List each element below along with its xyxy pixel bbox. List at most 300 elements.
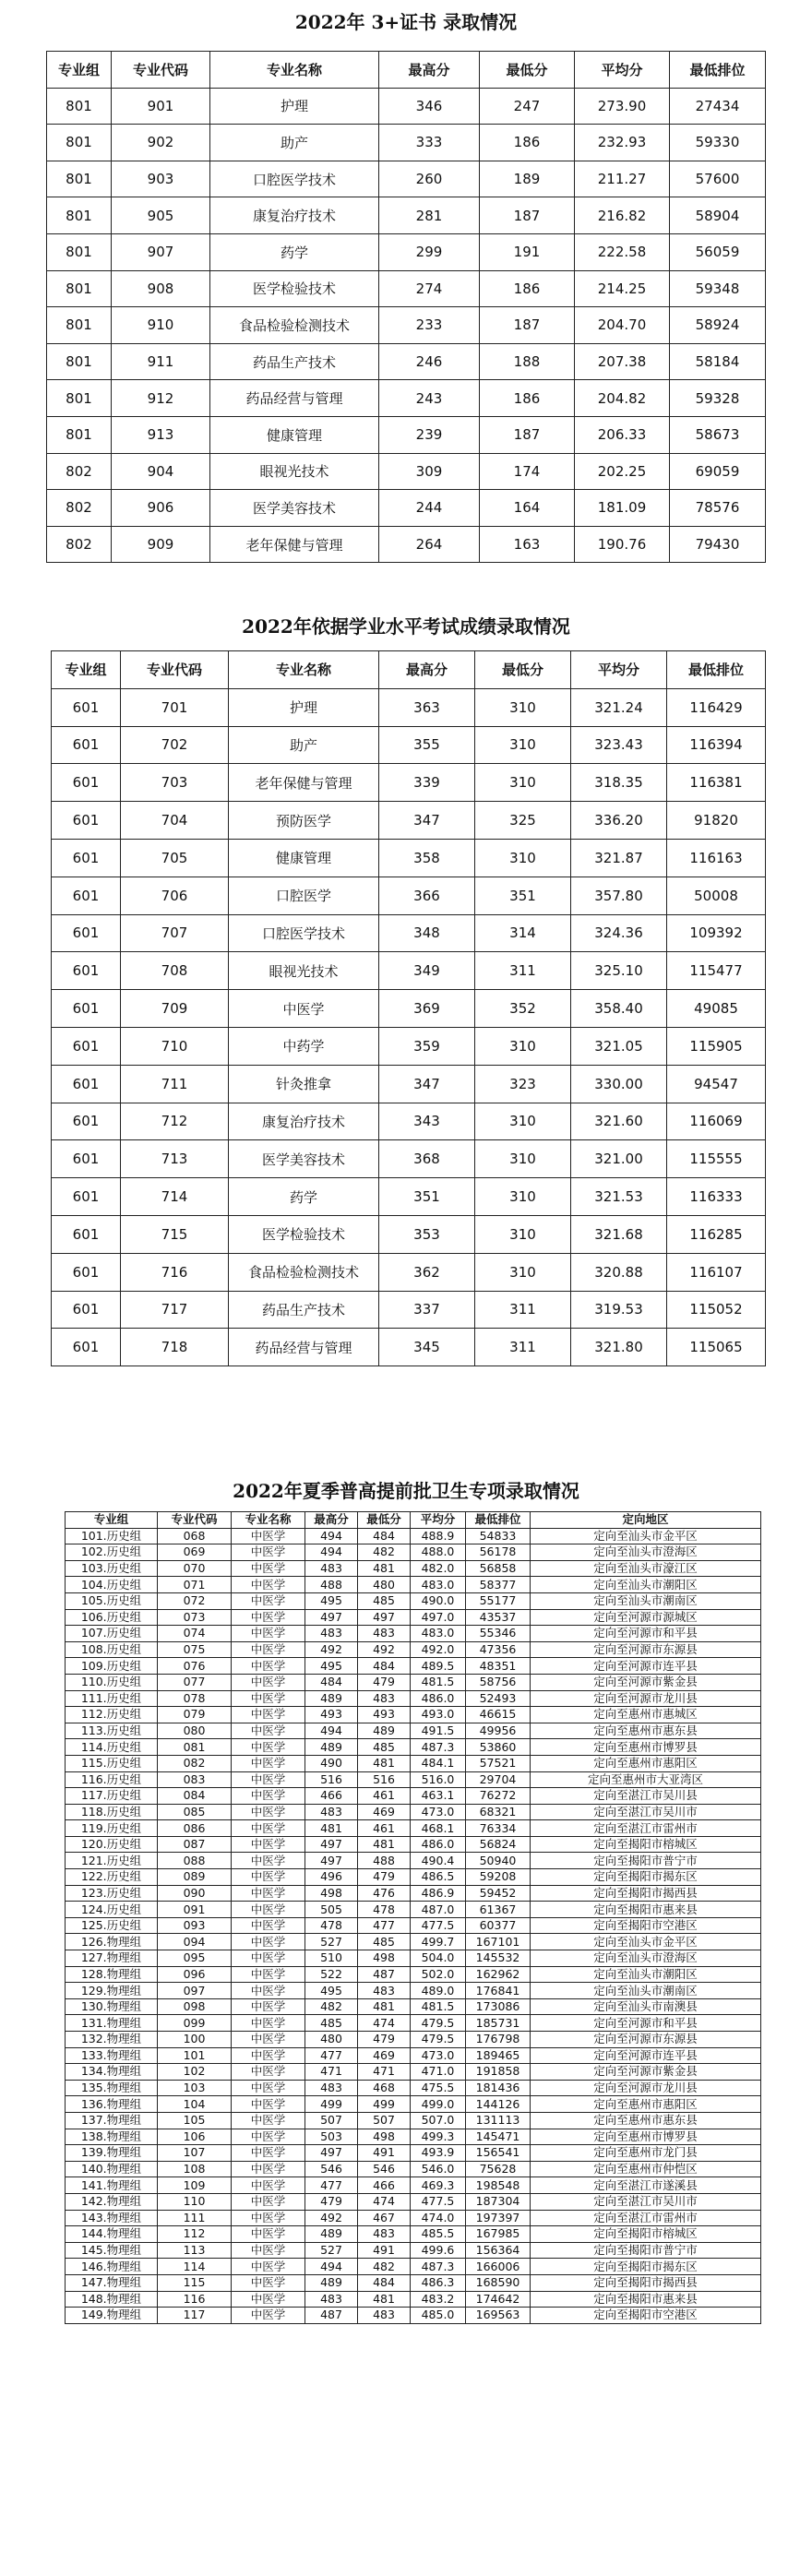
column-header: 专业组 [66, 1512, 158, 1529]
table-row [66, 2308, 761, 2324]
table-cell: 191 [480, 233, 575, 270]
table-cell: 中医学 [232, 1869, 305, 1886]
table-cell: 246 [379, 343, 480, 380]
table-cell: 120.历史组 [66, 1836, 158, 1853]
table-cell: 定向至揭阳市榕城区 [531, 2226, 761, 2243]
column-header: 平均分 [411, 1512, 466, 1529]
table-cell: 487.0 [411, 1902, 466, 1918]
table-cell: 710 [121, 1027, 229, 1065]
table-cell: 497 [305, 1609, 358, 1626]
table-cell: 定向至惠州市惠阳区 [531, 1755, 761, 1771]
table-cell: 483 [358, 1690, 411, 1707]
table-cell: 490.0 [411, 1592, 466, 1609]
table-cell: 106 [158, 2129, 232, 2145]
table-cell: 244 [379, 490, 480, 527]
table-cell: 定向至惠州市龙门县 [531, 2145, 761, 2162]
table-cell: 357.80 [571, 877, 667, 914]
table-cell: 473.0 [411, 1804, 466, 1820]
table-cell: 中医学 [232, 2129, 305, 2145]
table-cell: 定向至揭阳市普宁市 [531, 1853, 761, 1869]
table-cell: 485 [358, 1592, 411, 1609]
table-cell: 477 [305, 2177, 358, 2194]
table-cell: 801 [47, 380, 112, 417]
table-cell: 601 [52, 1178, 121, 1216]
table-cell: 27434 [670, 88, 766, 125]
table-cell: 115052 [667, 1291, 766, 1329]
table-cell: 527 [305, 2242, 358, 2259]
table-row [52, 1103, 766, 1140]
table-cell: 58904 [670, 197, 766, 234]
table-cell: 906 [112, 490, 210, 527]
table-cell: 药学 [229, 1178, 379, 1216]
table-cell: 483.2 [411, 2291, 466, 2308]
table-cell: 115905 [667, 1027, 766, 1065]
table2-body [52, 688, 766, 1366]
table-cell: 126.物理组 [66, 1934, 158, 1950]
table-cell: 211.27 [575, 161, 670, 197]
table-cell: 128.物理组 [66, 1966, 158, 1983]
table-cell: 55346 [466, 1626, 531, 1642]
table-cell: 110.历史组 [66, 1674, 158, 1690]
table-cell: 188 [480, 343, 575, 380]
table-cell: 479 [358, 2032, 411, 2048]
table-cell: 908 [112, 270, 210, 307]
table-cell: 116 [158, 2291, 232, 2308]
table-cell: 135.物理组 [66, 2080, 158, 2096]
table-cell: 116381 [667, 764, 766, 802]
table-cell: 481 [305, 1820, 358, 1837]
table-row [66, 1626, 761, 1642]
table-row [66, 1544, 761, 1561]
table-cell: 310 [475, 764, 571, 802]
column-header: 专业代码 [121, 651, 229, 689]
table-cell: 801 [47, 270, 112, 307]
table-row [66, 1983, 761, 1999]
table-cell: 469 [358, 1804, 411, 1820]
table-cell: 485 [358, 1934, 411, 1950]
table-row [66, 2129, 761, 2145]
table-cell: 333 [379, 125, 480, 161]
table-cell: 476 [358, 1885, 411, 1902]
table-cell: 080 [158, 1723, 232, 1739]
table-cell: 094 [158, 1934, 232, 1950]
table-cell: 498 [358, 1950, 411, 1967]
table-cell: 077 [158, 1674, 232, 1690]
table-cell: 496 [305, 1869, 358, 1886]
table-cell: 131.物理组 [66, 2015, 158, 2032]
table-cell: 中医学 [232, 2032, 305, 2048]
table-cell: 169563 [466, 2308, 531, 2324]
table-cell: 124.历史组 [66, 1902, 158, 1918]
table-cell: 705 [121, 839, 229, 877]
table-cell: 中医学 [232, 1836, 305, 1853]
table-cell: 131113 [466, 2112, 531, 2129]
table-row [47, 270, 766, 307]
table-cell: 527 [305, 1934, 358, 1950]
table-row [52, 1253, 766, 1291]
table-cell: 141.物理组 [66, 2177, 158, 2194]
table-cell: 902 [112, 125, 210, 161]
table-row [47, 490, 766, 527]
table-cell: 463.1 [411, 1788, 466, 1805]
table-cell: 103.历史组 [66, 1560, 158, 1577]
table-cell: 499.7 [411, 1934, 466, 1950]
table-cell: 定向至湛江市吴川市 [531, 2193, 761, 2210]
table-cell: 489.0 [411, 1983, 466, 1999]
table-cell: 601 [52, 1065, 121, 1103]
table-cell: 102 [158, 2064, 232, 2081]
table-row [66, 2226, 761, 2243]
table-cell: 58924 [670, 307, 766, 344]
table-cell: 114.历史组 [66, 1739, 158, 1756]
table-row [52, 839, 766, 877]
table-cell: 479 [305, 2193, 358, 2210]
table-cell: 319.53 [571, 1291, 667, 1329]
table-cell: 601 [52, 1253, 121, 1291]
table-cell: 115555 [667, 1140, 766, 1178]
table-cell: 461 [358, 1820, 411, 1837]
table-cell: 495 [305, 1592, 358, 1609]
table-row [66, 2015, 761, 2032]
table-cell: 498 [305, 1885, 358, 1902]
table-cell: 127.物理组 [66, 1950, 158, 1967]
table-cell: 中医学 [232, 1544, 305, 1561]
table-cell: 488.9 [411, 1528, 466, 1544]
table-cell: 485.5 [411, 2226, 466, 2243]
table-cell: 479 [358, 1674, 411, 1690]
table-cell: 康复治疗技术 [229, 1103, 379, 1140]
table-cell: 定向至湛江市吴川县 [531, 1788, 761, 1805]
table-cell: 488.0 [411, 1544, 466, 1561]
column-header: 最低分 [358, 1512, 411, 1529]
table-cell: 118.历史组 [66, 1804, 158, 1820]
table-cell: 481 [358, 1836, 411, 1853]
table-cell: 115.历史组 [66, 1755, 158, 1771]
table-cell: 481.5 [411, 1674, 466, 1690]
table-cell: 707 [121, 914, 229, 952]
table-cell: 079 [158, 1707, 232, 1723]
table-cell: 定向至河源市龙川县 [531, 2080, 761, 2096]
table-row [47, 197, 766, 234]
table-cell: 601 [52, 990, 121, 1028]
table-cell: 207.38 [575, 343, 670, 380]
table-row [52, 764, 766, 802]
table-cell: 483 [305, 1804, 358, 1820]
table-cell: 516.0 [411, 1771, 466, 1788]
table-cell: 713 [121, 1140, 229, 1178]
table-cell: 164 [480, 490, 575, 527]
table-cell: 定向至惠州市大亚湾区 [531, 1771, 761, 1788]
table-cell: 174 [480, 453, 575, 490]
table-row [66, 2161, 761, 2177]
table-cell: 护理 [210, 88, 379, 125]
table-cell: 490.4 [411, 1853, 466, 1869]
table-cell: 105.历史组 [66, 1592, 158, 1609]
table-cell: 125.历史组 [66, 1917, 158, 1934]
table-cell: 801 [47, 161, 112, 197]
table-cell: 定向至河源市龙川县 [531, 1690, 761, 1707]
table-cell: 中医学 [232, 1690, 305, 1707]
table-row [52, 1140, 766, 1178]
table-cell: 311 [475, 952, 571, 990]
table-cell: 708 [121, 952, 229, 990]
table-cell: 149.物理组 [66, 2308, 158, 2324]
table3 [65, 1511, 761, 2324]
table-cell: 药学 [210, 233, 379, 270]
table-cell: 477 [358, 1917, 411, 1934]
table-cell: 59452 [466, 1885, 531, 1902]
table-cell: 中医学 [232, 2242, 305, 2259]
table-cell: 食品检验检测技术 [210, 307, 379, 344]
table-cell: 191858 [466, 2064, 531, 2081]
table-cell: 中医学 [229, 990, 379, 1028]
table-cell: 59208 [466, 1869, 531, 1886]
table-cell: 478 [305, 1917, 358, 1934]
table-cell: 498 [358, 2129, 411, 2145]
table-cell: 232.93 [575, 125, 670, 161]
table-cell: 眼视光技术 [229, 952, 379, 990]
table-cell: 484 [358, 2274, 411, 2291]
table-cell: 088 [158, 1853, 232, 1869]
table-cell: 321.68 [571, 1215, 667, 1253]
table-row [66, 1592, 761, 1609]
table-cell: 78576 [670, 490, 766, 527]
table-cell: 136.物理组 [66, 2096, 158, 2113]
table-row [66, 1528, 761, 1544]
table-cell: 473.0 [411, 2047, 466, 2064]
table-cell: 479 [358, 1869, 411, 1886]
table-row [47, 88, 766, 125]
table-cell: 中医学 [232, 2308, 305, 2324]
table-cell: 113.历史组 [66, 1723, 158, 1739]
table-row [66, 2210, 761, 2226]
column-header: 专业组 [47, 52, 112, 89]
table-cell: 718 [121, 1329, 229, 1366]
table-cell: 190.76 [575, 526, 670, 563]
table-cell: 493.9 [411, 2145, 466, 2162]
table-cell: 156364 [466, 2242, 531, 2259]
table-cell: 321.80 [571, 1329, 667, 1366]
table-cell: 144126 [466, 2096, 531, 2113]
table-row [47, 161, 766, 197]
table-cell: 134.物理组 [66, 2064, 158, 2081]
table-cell: 医学美容技术 [210, 490, 379, 527]
table-cell: 中医学 [232, 1658, 305, 1675]
table-cell: 903 [112, 161, 210, 197]
table-cell: 488 [305, 1577, 358, 1593]
table-cell: 099 [158, 2015, 232, 2032]
table-cell: 601 [52, 914, 121, 952]
table-cell: 58756 [466, 1674, 531, 1690]
table-cell: 123.历史组 [66, 1885, 158, 1902]
table-cell: 324.36 [571, 914, 667, 952]
table-cell: 353 [379, 1215, 475, 1253]
table-cell: 助产 [229, 726, 379, 764]
table-cell: 104.历史组 [66, 1577, 158, 1593]
table-cell: 601 [52, 1329, 121, 1366]
table-cell: 494 [305, 1723, 358, 1739]
column-header: 专业名称 [229, 651, 379, 689]
table-cell: 58673 [670, 416, 766, 453]
table-cell: 907 [112, 233, 210, 270]
table3-body [66, 1528, 761, 2323]
table-row [66, 2064, 761, 2081]
table-cell: 中医学 [232, 1528, 305, 1544]
table-cell: 486.9 [411, 1885, 466, 1902]
table-cell: 325.10 [571, 952, 667, 990]
table-row [47, 233, 766, 270]
table-cell: 086 [158, 1820, 232, 1837]
table-cell: 定向至惠州市惠东县 [531, 2112, 761, 2129]
table-cell: 中医学 [232, 1626, 305, 1642]
table2 [51, 650, 766, 1366]
table-cell: 802 [47, 526, 112, 563]
table-cell: 273.90 [575, 88, 670, 125]
table-row [66, 1836, 761, 1853]
table-cell: 070 [158, 1560, 232, 1577]
table-cell: 214.25 [575, 270, 670, 307]
table-row [52, 1329, 766, 1366]
table-cell: 507.0 [411, 2112, 466, 2129]
table-cell: 186 [480, 380, 575, 417]
table-cell: 医学检验技术 [210, 270, 379, 307]
table-cell: 186 [480, 270, 575, 307]
table-row [47, 307, 766, 344]
table-cell: 101.历史组 [66, 1528, 158, 1544]
table-cell: 345 [379, 1329, 475, 1366]
table-cell: 703 [121, 764, 229, 802]
table-cell: 505 [305, 1902, 358, 1918]
table-cell: 321.05 [571, 1027, 667, 1065]
table-cell: 082 [158, 1755, 232, 1771]
table-cell: 482.0 [411, 1560, 466, 1577]
table-cell: 47356 [466, 1641, 531, 1658]
table-cell: 68321 [466, 1804, 531, 1820]
table-cell: 096 [158, 1966, 232, 1983]
table-cell: 116107 [667, 1253, 766, 1291]
table-cell: 口腔医学技术 [210, 161, 379, 197]
table-cell: 176841 [466, 1983, 531, 1999]
table-cell: 58184 [670, 343, 766, 380]
table-cell: 中医学 [232, 1739, 305, 1756]
table-cell: 483 [305, 1560, 358, 1577]
table-cell: 111.历史组 [66, 1690, 158, 1707]
table-cell: 186 [480, 125, 575, 161]
table-cell: 204.82 [575, 380, 670, 417]
table-cell: 495 [305, 1983, 358, 1999]
table-cell: 471 [358, 2064, 411, 2081]
table-cell: 362 [379, 1253, 475, 1291]
table-cell: 定向至惠州市博罗县 [531, 1739, 761, 1756]
column-header: 平均分 [571, 651, 667, 689]
column-header: 定向地区 [531, 1512, 761, 1529]
table-cell: 483 [305, 2291, 358, 2308]
table-cell: 714 [121, 1178, 229, 1216]
table-cell: 60377 [466, 1917, 531, 1934]
table-cell: 311 [475, 1291, 571, 1329]
column-header: 最低分 [480, 52, 575, 89]
table-cell: 247 [480, 88, 575, 125]
table-row [66, 2145, 761, 2162]
table-cell: 913 [112, 416, 210, 453]
table-cell: 274 [379, 270, 480, 307]
table-cell: 911 [112, 343, 210, 380]
table-cell: 130.物理组 [66, 1998, 158, 2015]
table-cell: 233 [379, 307, 480, 344]
table-cell: 084 [158, 1788, 232, 1805]
table-cell: 481.5 [411, 1998, 466, 2015]
table-cell: 601 [52, 839, 121, 877]
table-cell: 601 [52, 688, 121, 726]
table-cell: 310 [475, 1215, 571, 1253]
table1-body [47, 88, 766, 563]
table-cell: 310 [475, 1103, 571, 1140]
table-cell: 中医学 [232, 2047, 305, 2064]
table-cell: 802 [47, 490, 112, 527]
table-row [66, 1560, 761, 1577]
table-row [66, 1690, 761, 1707]
table-cell: 176798 [466, 2032, 531, 2048]
table-cell: 187 [480, 307, 575, 344]
table-cell: 474 [358, 2015, 411, 2032]
table-cell: 477.5 [411, 2193, 466, 2210]
table-cell: 801 [47, 125, 112, 161]
table-cell: 489 [305, 2226, 358, 2243]
table-cell: 健康管理 [229, 839, 379, 877]
table-cell: 103 [158, 2080, 232, 2096]
table-cell: 中医学 [232, 2161, 305, 2177]
table-cell: 139.物理组 [66, 2145, 158, 2162]
table-cell: 493.0 [411, 1707, 466, 1723]
table-cell: 601 [52, 764, 121, 802]
table-cell: 801 [47, 233, 112, 270]
table-cell: 321.87 [571, 839, 667, 877]
table-cell: 483 [358, 2308, 411, 2324]
table-cell: 310 [475, 726, 571, 764]
table-cell: 469.3 [411, 2177, 466, 2194]
table-cell: 469 [358, 2047, 411, 2064]
table-row [66, 2032, 761, 2048]
table2-header-row [52, 651, 766, 689]
table-cell: 474 [358, 2193, 411, 2210]
table-cell: 定向至汕头市澄海区 [531, 1544, 761, 1561]
table-row [66, 2080, 761, 2096]
table-cell: 336.20 [571, 802, 667, 840]
table-cell: 117 [158, 2308, 232, 2324]
table-cell: 198548 [466, 2177, 531, 2194]
table-row [47, 526, 766, 563]
column-header: 专业代码 [112, 52, 210, 89]
table-cell: 712 [121, 1103, 229, 1140]
table-cell: 111 [158, 2210, 232, 2226]
table-cell: 477 [305, 2047, 358, 2064]
table-cell: 497.0 [411, 1609, 466, 1626]
table-cell: 定向至汕头市金平区 [531, 1528, 761, 1544]
table-cell: 486.0 [411, 1836, 466, 1853]
table-cell: 定向至揭阳市空港区 [531, 2308, 761, 2324]
table-cell: 206.33 [575, 416, 670, 453]
table-cell: 定向至惠州市惠城区 [531, 1707, 761, 1723]
table-cell: 359 [379, 1027, 475, 1065]
table-row [66, 2242, 761, 2259]
table-cell: 601 [52, 1140, 121, 1178]
table-cell: 187 [480, 416, 575, 453]
table-cell: 346 [379, 88, 480, 125]
table-cell: 487 [358, 1966, 411, 1983]
table-cell: 486.5 [411, 1869, 466, 1886]
table-cell: 113 [158, 2242, 232, 2259]
table-cell: 104 [158, 2096, 232, 2113]
